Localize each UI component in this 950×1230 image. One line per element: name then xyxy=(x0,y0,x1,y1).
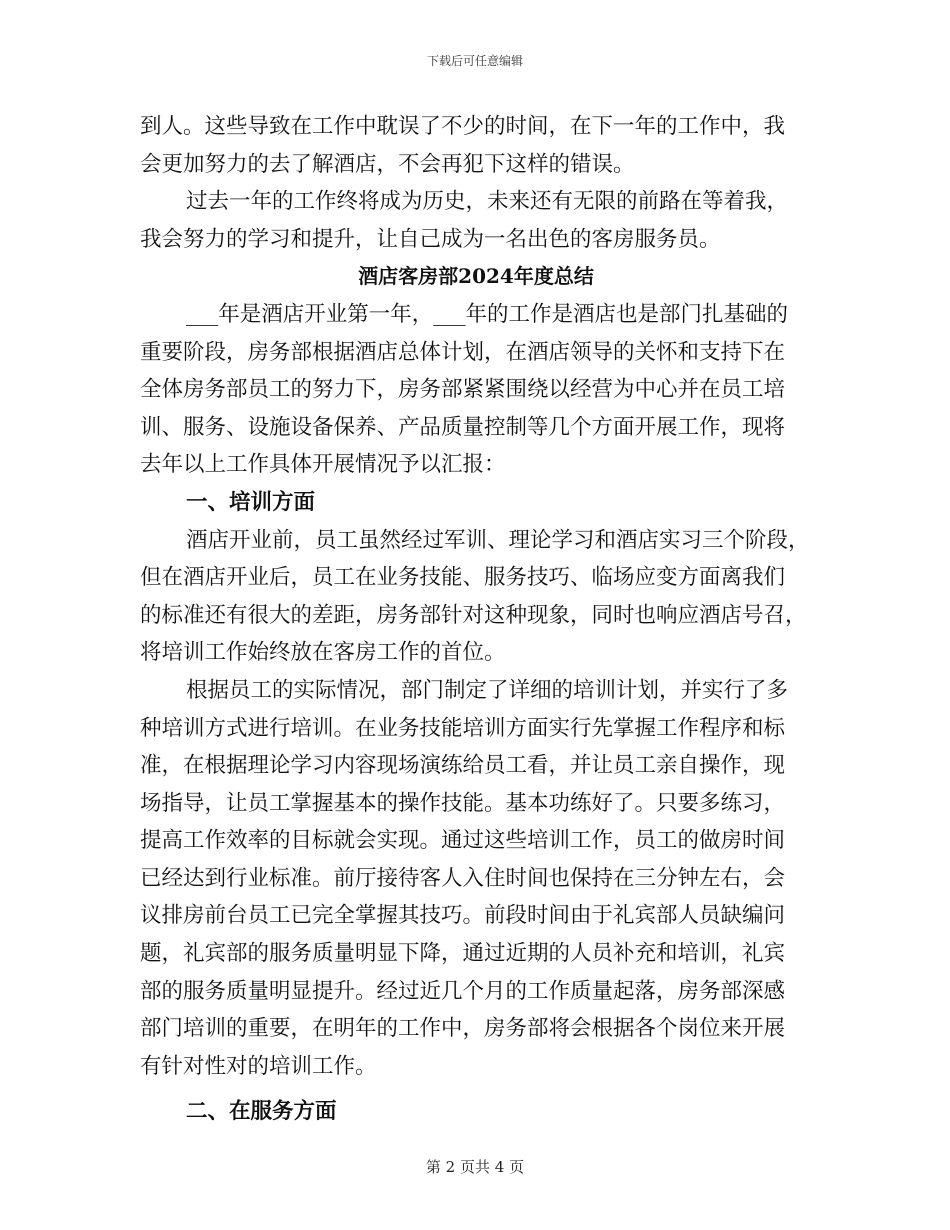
body-line: 根据员工的实际情况，部门制定了详细的培训计划，并实行了多 xyxy=(186,677,789,703)
body-line: 到人。这些导致在工作中耽误了不少的时间，在下一年的工作中，我 xyxy=(140,114,786,139)
body-line: 题，礼宾部的服务质量明显下降，通过近期的人员补充和培训，礼宾 xyxy=(140,941,786,967)
body-line: 的标准还有很大的差距，房务部针对这种现象，同时也响应酒店号召， xyxy=(140,602,807,628)
body-line: 已经达到行业标准。前厅接待客人入住时间也保持在三分钟左右，会 xyxy=(140,865,786,891)
body-line: 酒店开业前，员工虽然经过军训、理论学习和酒店实习三个阶段， xyxy=(186,527,810,553)
body-line: 种培训方式进行培训。在业务技能培训方面实行先掌握工作程序和标 xyxy=(140,715,786,741)
body-line: 但在酒店开业后，员工在业务技能、服务技巧、临场应变方面离我们 xyxy=(140,565,786,591)
body-line: ___年是酒店开业第一年，___年的工作是酒店也是部门扎基础的 xyxy=(186,301,789,327)
body-line: 全体房务部员工的努力下，房务部紧紧围绕以经营为中心并在员工培 xyxy=(140,377,786,403)
body-line: 准，在根据理论学习内容现场演练给员工看，并让员工亲自操作，现 xyxy=(140,753,786,779)
subsection-heading: 一、培训方面 xyxy=(186,489,316,515)
body-line: 场指导，让员工掌握基本的操作技能。基本功练好了。只要多练习， xyxy=(140,790,786,816)
body-line: 去年以上工作具体开展情况予以汇报： xyxy=(140,452,506,478)
section-title: 酒店客房部2024年度总结 xyxy=(358,264,594,289)
body-line: 将培训工作始终放在客房工作的首位。 xyxy=(140,640,506,666)
body-line: 会更加努力的去了解酒店，不会再犯下这样的错误。 xyxy=(140,151,635,177)
page-number: 第 2 页共 4 页 xyxy=(425,1158,525,1176)
spacer xyxy=(140,1085,812,1093)
subsection-heading: 二、在服务方面 xyxy=(186,1099,337,1125)
body-line: 重要阶段，房务部根据酒店总体计划，在酒店领导的关怀和支持下在 xyxy=(140,339,786,365)
body-line: 过去一年的工作终将成为历史，未来还有无限的前路在等着我， xyxy=(186,189,789,215)
body-line: 有针对性对的培训工作。 xyxy=(140,1053,377,1079)
body-line: 议排房前台员工已完全掌握其技巧。前段时间由于礼宾部人员缺编问 xyxy=(140,903,786,929)
document-body xyxy=(140,108,812,1131)
page-header-note: 下载后可任意编辑 xyxy=(426,54,523,68)
body-line: 提高工作效率的目标就会实现。通过这些培训工作，员工的做房时间 xyxy=(140,828,786,854)
body-line: 部的服务质量明显提升。经过近几个月的工作质量起落，房务部深感 xyxy=(140,978,786,1004)
body-line: 训、服务、设施设备保养、产品质量控制等几个方面开展工作，现将 xyxy=(140,414,786,440)
body-line: 我会努力的学习和提升，让自己成为一名出色的客房服务员。 xyxy=(140,226,721,252)
body-line: 部门培训的重要，在明年的工作中，房务部将会根据各个岗位来开展 xyxy=(140,1016,786,1042)
